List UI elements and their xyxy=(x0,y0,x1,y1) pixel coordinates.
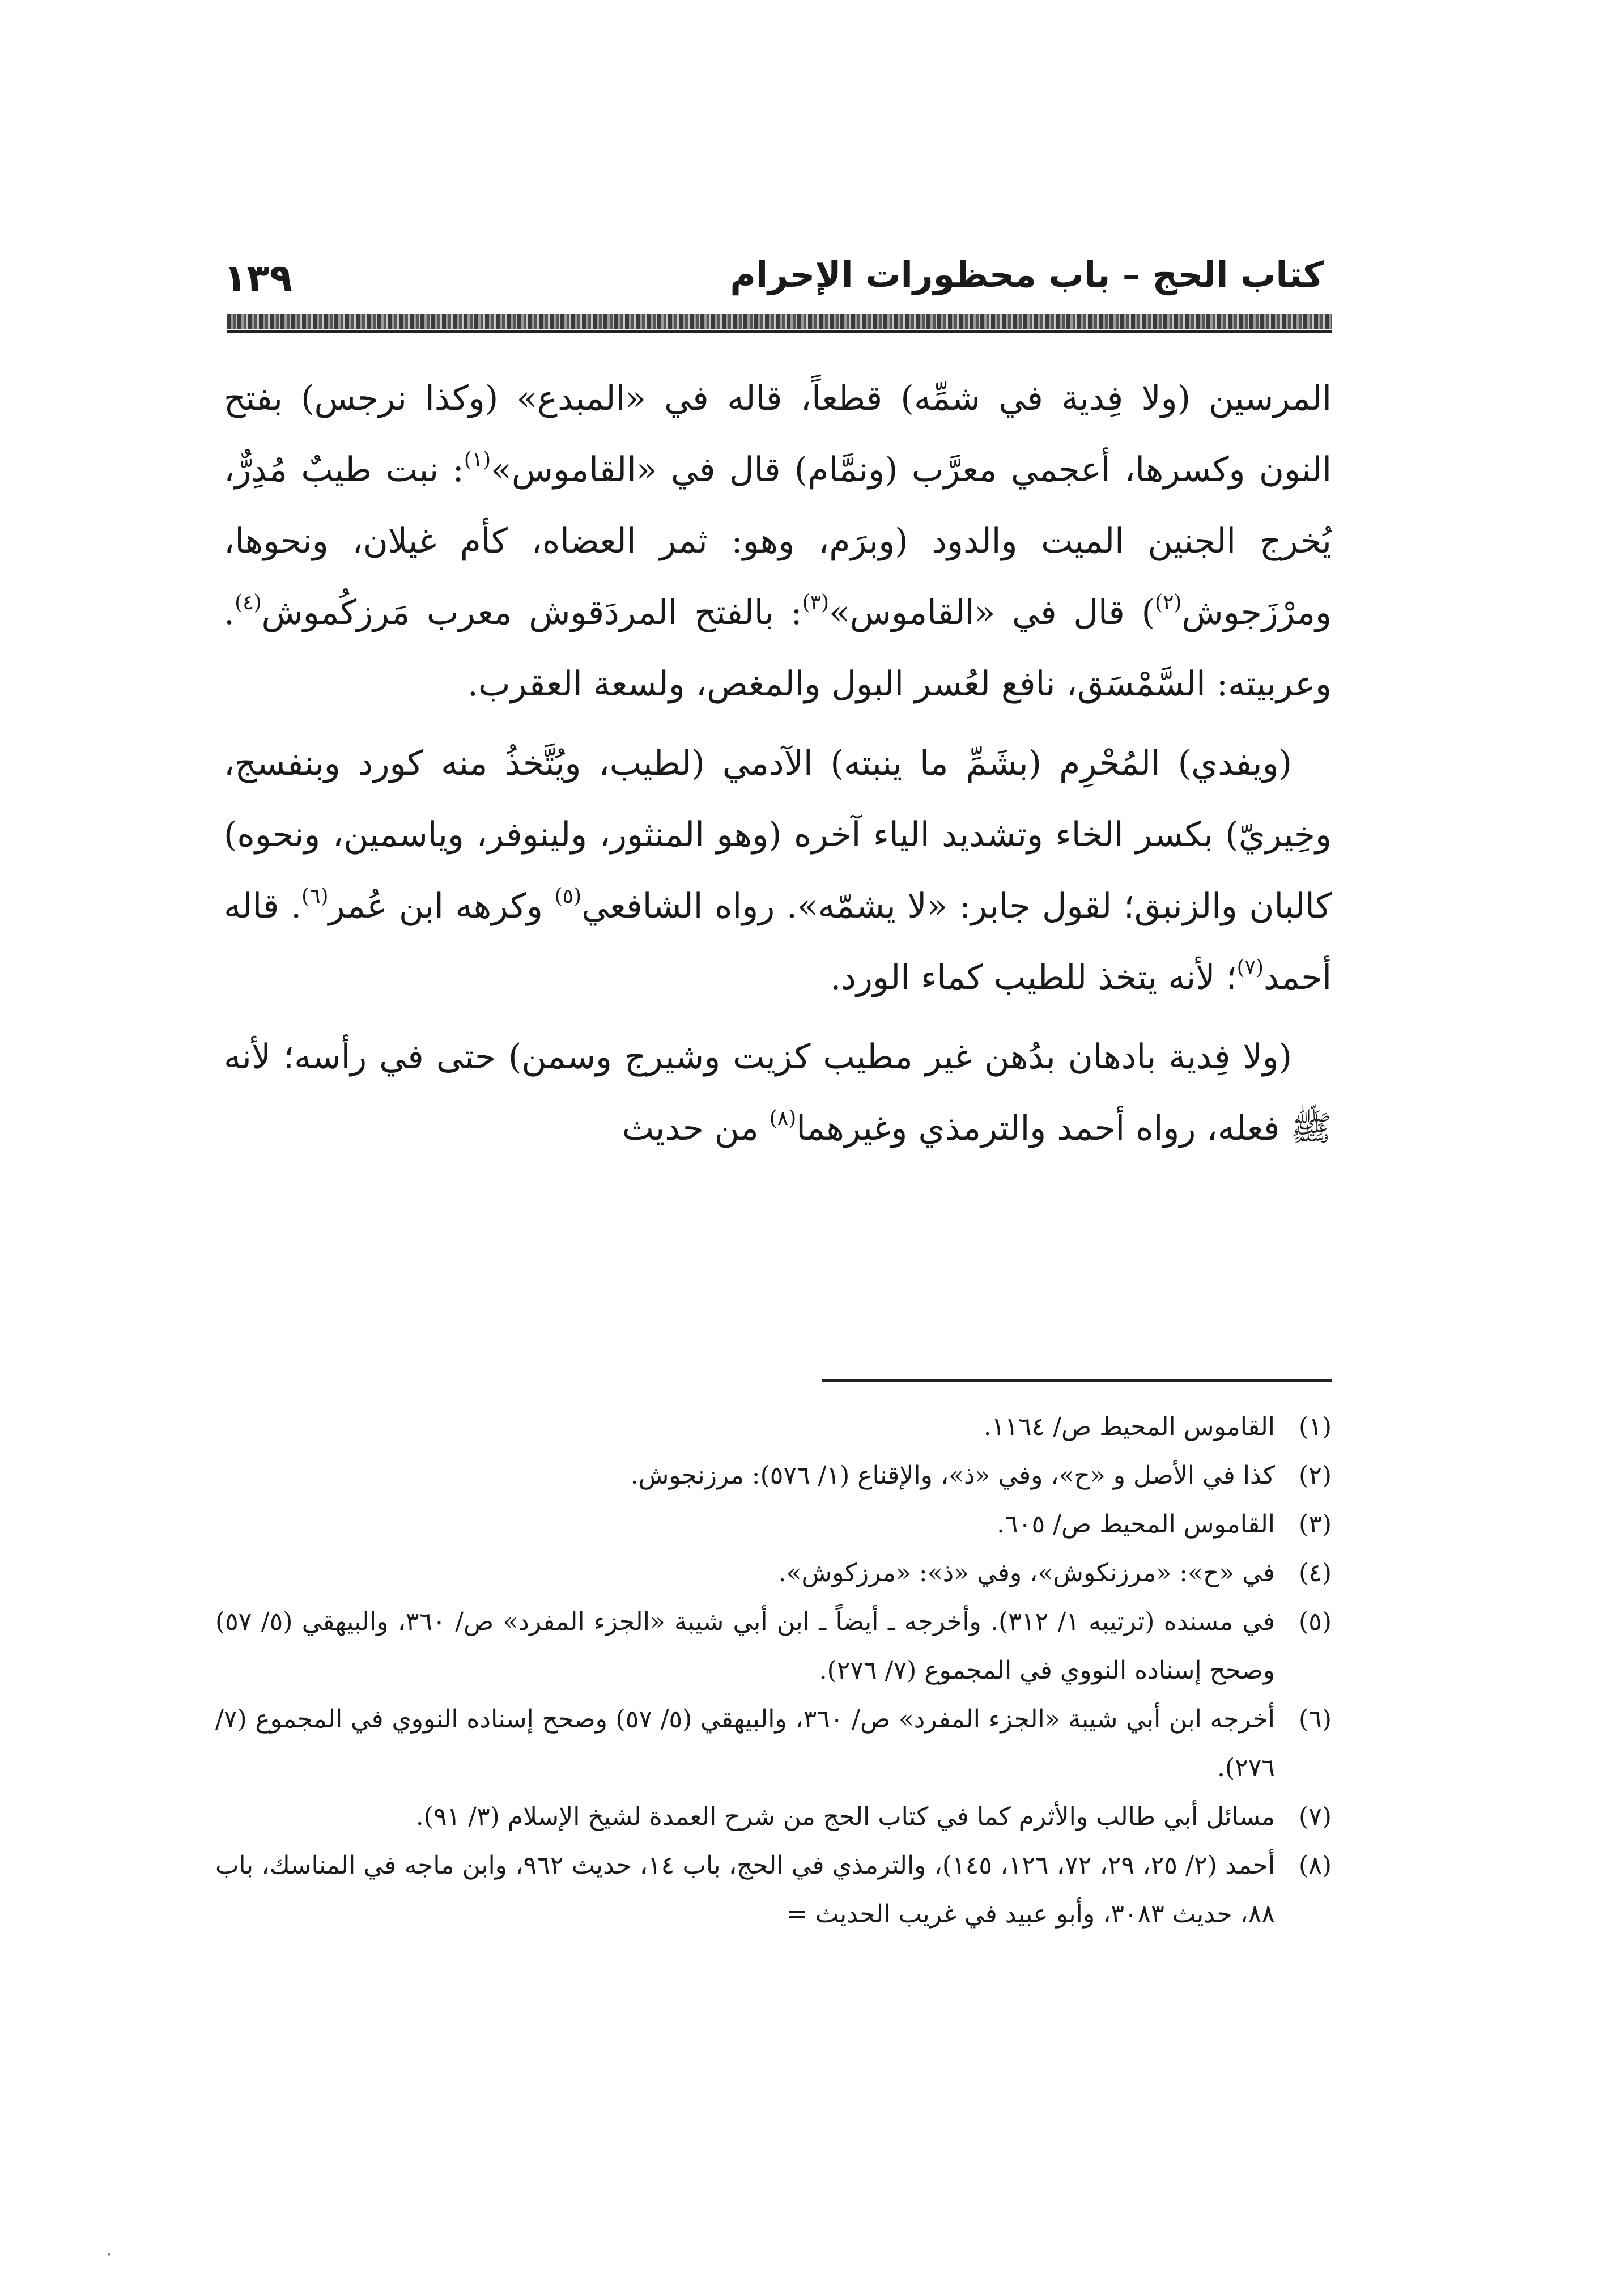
footnote-number: (٦) xyxy=(1299,1705,1332,1734)
paragraph-3-text: (ولا فِدية بادهان بدُهن غير مطيب كزيت وشيرج وسمن) حتى في رأسه؛ لأنه ﷺ فعله، رواه أحمد والترمذي وغيرهما xyxy=(224,1037,1332,1148)
paragraph-3 xyxy=(224,1021,1332,1164)
paragraph-1-text-e: . وعربيته: السَّمْسَق، نافع لعُسر البول والمغص، ولسعة العقرب. xyxy=(224,593,1332,704)
footnote-text: أحمد (٢/ ٢٥، ٢٩، ٧٢، ١٢٦، ١٤٥)، والترمذي في الحج، باب ١٤، حديث ٩٦٢، وابن ماجه في المناسك، باب ٨٨، حديث ٣٠٨٣، وأبو عبيد في غريب الحديث = xyxy=(215,1851,1276,1929)
footnote-number: (٢) xyxy=(1299,1461,1332,1490)
footnote-number: (٥) xyxy=(1299,1607,1332,1636)
footnote-number: (٣) xyxy=(1299,1510,1332,1539)
footnote-1 xyxy=(215,1403,1332,1451)
header-rule xyxy=(227,314,1332,329)
footnote-text: أخرجه ابن أبي شيبة «الجزء المفرد» ص/ ٣٦٠، والبيهقي (٥/ ٥٧) وصحح إسناده النووي في المجموع (٧/ ٢٧٦). xyxy=(215,1705,1276,1782)
paragraph-1-text-b: : نبت طيبٌ مُدِرٌّ، يُخرج الجنين الميت والدود (وبرَم، وهو: ثمر العضاه، كأم غيلان، ونحوها، ومرْزَجوش xyxy=(224,450,1332,632)
paragraph-2-text-c: . قاله أحمد xyxy=(224,886,1332,997)
main-text xyxy=(224,363,1332,1172)
footnote-ref-1: (١) xyxy=(464,448,491,472)
footnote-ref-6: (٦) xyxy=(301,885,329,908)
footnote-number: (٤) xyxy=(1299,1559,1332,1587)
footnote-ref-8: (٨) xyxy=(769,1107,797,1130)
paragraph-2-text: (ويفدي) المُحْرِم (بشَمِّ ما ينبته) الآدمي (لطيب، ويُتَّخذُ منه كورد وبنفسج، وخِيريّ) بكسر الخاء وتشديد الياء آخره (وهو المنثور، ولينوفر، وياسمين، ونحوه) كالبان والزنبق؛ لقول جابر: «لا يشمّه». رواه الشافعي xyxy=(224,744,1332,926)
footnote-ref-7: (٧) xyxy=(1236,956,1264,979)
paragraph-1-text-d: : بالفتح المردَقوش معرب مَرزكُموش xyxy=(261,593,802,632)
paragraph-3-text-b: من حديث xyxy=(622,1109,770,1148)
footnote-text: القاموس المحيط ص/ ١١٦٤. xyxy=(983,1412,1275,1441)
paragraph-2-text-b: وكرهه ابن عُمر xyxy=(328,886,555,926)
footnote-number: (٧) xyxy=(1299,1802,1332,1831)
paragraph-2-text-d: ؛ لأنه يتخذ للطيب كماء الورد. xyxy=(830,958,1237,997)
running-header-title: كتاب الحج – باب محظورات الإحرام xyxy=(730,254,1324,295)
scan-speck xyxy=(108,2253,110,2256)
page-number: ١٣٩ xyxy=(224,256,292,300)
paragraph-1-text: المرسين (ولا فِدية في شمِّه) قطعاً، قاله في «المبدع» (وكذا نرجس) بفتح النون وكسرها، أعجمي معرَّب (ونمَّام) قال في «القاموس» xyxy=(224,379,1332,490)
footnote-6 xyxy=(215,1695,1332,1793)
paragraph-2 xyxy=(224,728,1332,1013)
footnote-5 xyxy=(215,1598,1332,1695)
footnote-ref-4: (٤) xyxy=(235,591,262,614)
footnote-text: كذا في الأصل و «ح»، وفي «ذ»، والإقناع (١/ ٥٧٦): مرزنجوش. xyxy=(630,1461,1275,1490)
footnote-text: مسائل أبي طالب والأثرم كما في كتاب الحج من شرح العمدة لشيخ الإسلام (٣/ ٩١). xyxy=(415,1802,1275,1831)
footnote-separator xyxy=(822,1379,1332,1382)
footnote-text: القاموس المحيط ص/ ٦٠٥. xyxy=(997,1510,1275,1539)
footnote-number: (٨) xyxy=(1299,1851,1332,1880)
footnote-text: في مسنده (ترتيبه ١/ ٣١٢). وأخرجه ـ أيضاً ـ ابن أبي شيبة «الجزء المفرد» ص/ ٣٦٠، والبيهقي (٥/ ٥٧) وصحح إسناده النووي في المجموع (٧/ ٢٧٦). xyxy=(215,1607,1275,1685)
footnotes xyxy=(215,1403,1332,1939)
footnote-3 xyxy=(215,1500,1332,1549)
footnote-ref-2: (٢) xyxy=(1155,591,1182,614)
footnote-text: في «ح»: «مرزنكوش»، وفي «ذ»: «مرزكوش». xyxy=(778,1559,1275,1587)
paragraph-1-text-c: ) قال في «القاموس» xyxy=(829,593,1155,632)
footnote-ref-3: (٣) xyxy=(802,591,830,614)
footnote-7 xyxy=(215,1793,1332,1841)
footnote-2 xyxy=(215,1451,1332,1500)
footnote-ref-5: (٥) xyxy=(554,885,582,908)
paragraph-1 xyxy=(224,363,1332,720)
footnote-4 xyxy=(215,1549,1332,1598)
footnote-8 xyxy=(215,1841,1332,1939)
footnote-number: (١) xyxy=(1299,1412,1332,1441)
